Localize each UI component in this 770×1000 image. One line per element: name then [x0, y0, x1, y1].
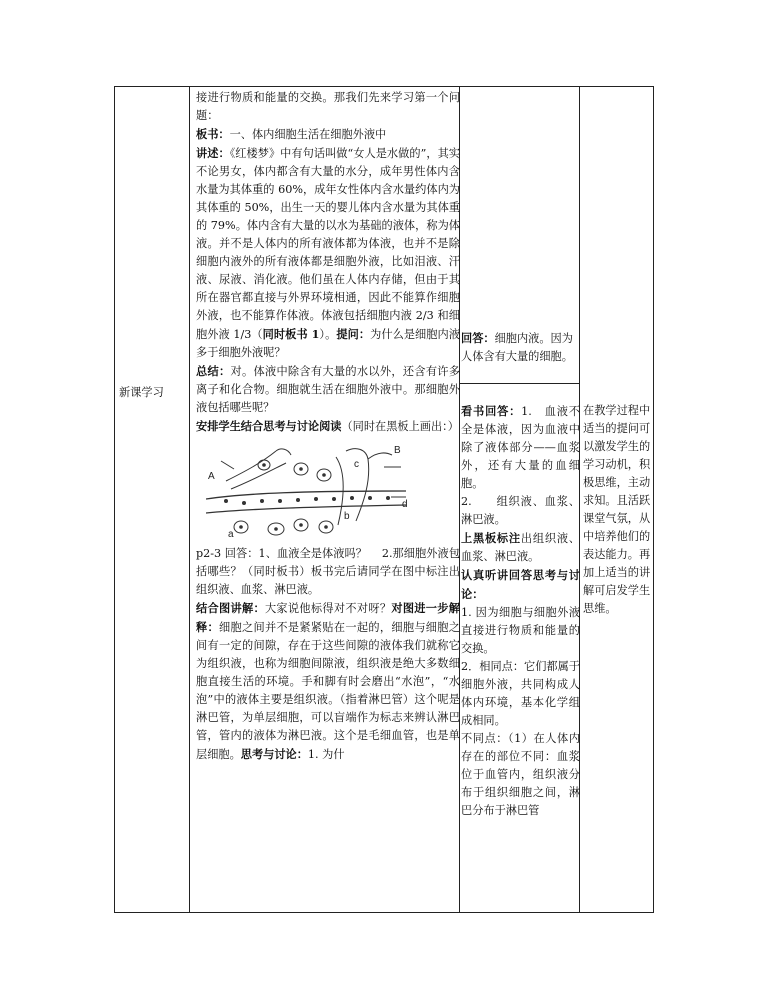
col-divider-1	[189, 87, 190, 912]
fig-label-b: b	[344, 511, 350, 522]
fig-label-A: A	[208, 471, 215, 482]
answer-4: 认真听讲回答思考与讨论：	[461, 568, 580, 601]
lesson-plan-table	[114, 86, 654, 913]
answer-6: 2．相同点：它们都属于细胞外液，共同构成人体内环境，基本化学组成相同。	[461, 660, 580, 727]
body-fluid-diagram	[206, 441, 411, 541]
teacher-activity-column	[195, 87, 460, 764]
para-arrange: 安排学生结合思考与讨论阅读（同时在黑板上画出：）	[196, 419, 459, 433]
design-intent-column: 在教学过程中适当的提问可以激发学生的学习动机，积极思维，主动求知。且活跃课堂气氛，从中培养他们的表达能力。再加上适当的讲解可启发学生思维。	[583, 404, 651, 615]
student-answer-top: 回答：细胞内液。因为人体含有大量的细胞。	[461, 331, 573, 363]
fig-label-d: d	[402, 499, 408, 510]
para-questions: p2-3 回答：1、血液全是体液吗？ 2.那细胞外液包括哪些？（同时板书）板书完后请同学在图中标注出组织液、血浆、淋巴液。	[196, 547, 460, 596]
fig-label-a: a	[228, 529, 234, 540]
fig-label-B: B	[394, 445, 401, 456]
fig-label-c: c	[354, 459, 359, 470]
answer-1: 看书回答：1. 血液不全是体液，因为血液中除了液体部分——血浆外，还有大量的血细胞。	[461, 404, 580, 490]
answer-2: 2. 组织液、血浆、淋巴液。	[461, 495, 580, 526]
para-intro: 接进行物质和能量的交换。那我们先来学习第一个问题：	[196, 91, 460, 122]
para-lecture: 讲述：《红楼梦》中有句话叫做“女人是水做的”，其实不论男女，体内都含有大量的水分，成年男性体内含水量为其体重的 60%，成年女性体内含水量约体内为其体重的 50%，出生一天的婴儿体内含水量为其体重的 79%。体内含有大量的以水为基础的液体，称为体液。并不是人体内的所有液体都为体液，也并不是除细胞内液外的所有液体都是细胞外液，比如泪液、汗液、尿液、消化液。他们虽在人体内存储，但由于其所在器官都直接与外界环境相通，因此不能算作细胞外液，也不能算作体液。体液包括细胞内液 2/3 和细胞外液 1/3（同时板书 1）。提问：为什么是细胞内液多于细胞外液呢？	[196, 146, 460, 359]
row-divider-col3	[459, 383, 579, 384]
section-label: 新课学习	[119, 386, 164, 399]
para-board: 板书：一、体内细胞生活在细胞外液中	[196, 127, 387, 141]
para-summary: 总结：对。体液中除含有大量的水以外，还含有许多离子和化合物。细胞就生活在细胞外液中。那细胞外液包括哪些呢？	[196, 364, 460, 414]
answer-7: 不同点：（1）在人体内存在的部位不同：血浆位于血管内，组织液分布于组织细胞之间，淋巴分布于淋巴管	[461, 732, 580, 817]
student-activity-column	[460, 402, 580, 820]
answer-3: 上黑板标注出组织液、血浆、淋巴液。	[461, 531, 580, 563]
para-explain: 结合图讲解：大家说他标得对不对呀？对图进一步解释：细胞之间并不是紧紧贴在一起的，细胞与细胞之间有一定的间隙，存在于这些间隙的液体我们就称它为组织液，也称为细胞间隙液，组织液是绝大多数细胞直接生活的环境。手和脚有时会磨出“水泡”，“水泡”中的液体主要是组织液。（指着淋巴管）这个呢是淋巴管，为单层细胞，可以盲端作为标志来辨认淋巴管，管内的液体为淋巴液。这个是毛细血管，也是单层细胞。思考与讨论：1. 为什	[196, 601, 460, 761]
answer-5: 1. 因为细胞与细胞外液直接进行物质和能量的交换。	[461, 606, 580, 655]
